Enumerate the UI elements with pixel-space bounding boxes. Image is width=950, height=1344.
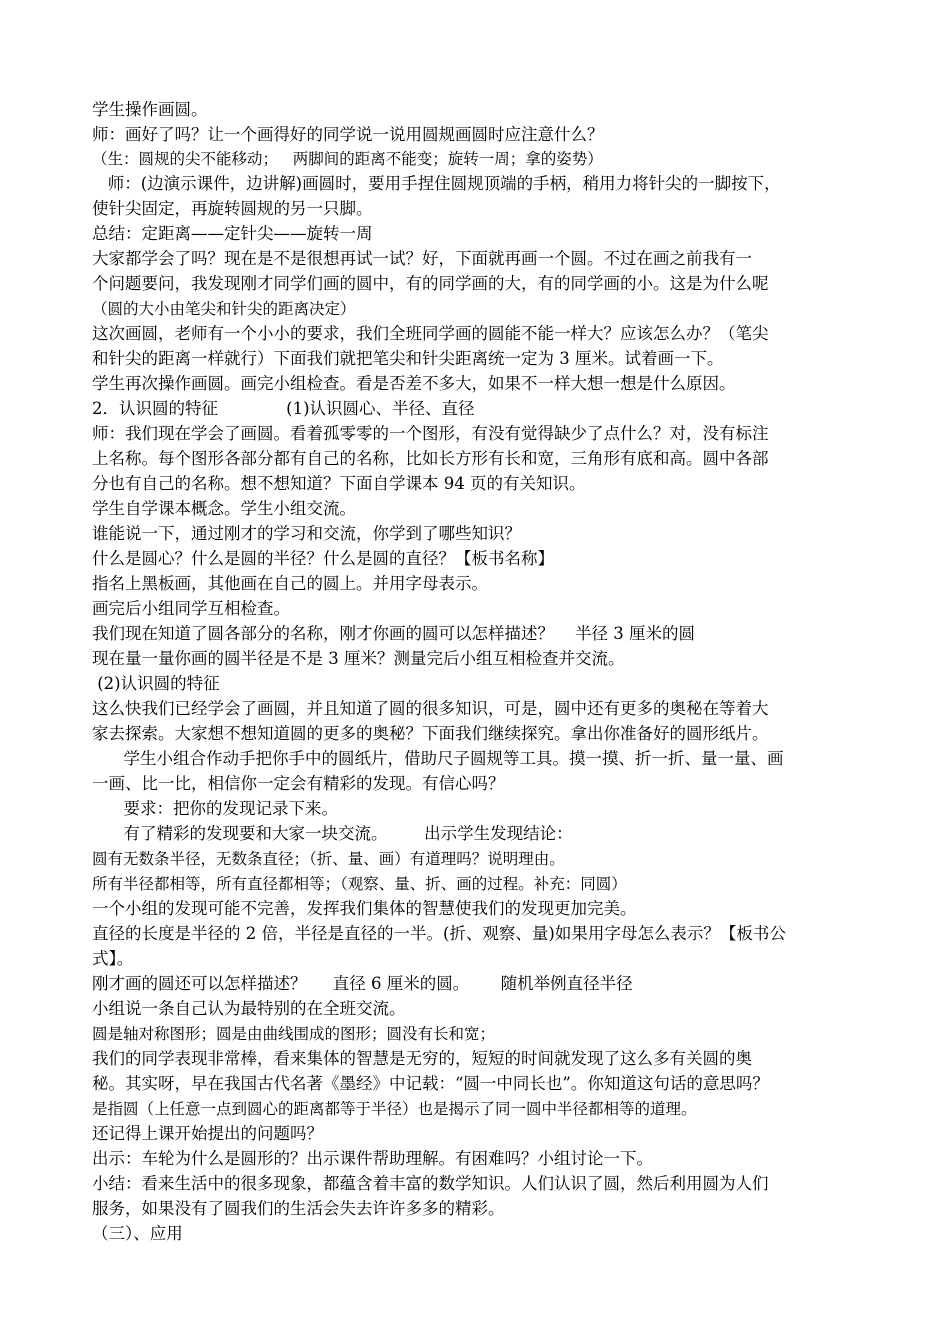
text-line: 秘。其实呀，早在我国古代名著《墨经》中记载：“圆一中同长也”。你知道这句话的意思吗？ [92,1074,769,1093]
text-line: 式】。 [92,949,134,968]
text-line: 小组说一条自己认为最特别的在全班交流。 [92,999,406,1018]
text-line: （圆的大小由笔尖和针尖的距离决定） [92,300,356,318]
text-line: 学生小组合作动手把你手中的圆纸片，借助尺子圆规等工具。摸一摸、折一折、量一量、画 [92,749,784,768]
section-heading: 2．认识圆的特征 (1)认识圆心、半径、直径 [92,399,475,418]
text-line: 我们现在知道了圆各部分的名称，刚才你画的圆可以怎样描述？ 半径 3 厘米的圆 [92,624,695,643]
text-line: 是指圆（上任意一点到圆心的距离都等于半径）也是揭示了同一圆中半径都相等的道理。 [92,1100,697,1118]
text-line: 圆有无数条半径，无数条直径；（折、量、画）有道理吗？说明理由。 [92,850,565,868]
text-line: （生：圆规的尖不能移动； 两脚间的距离不能变；旋转一周；拿的姿势） [92,150,603,168]
text-line: 出示：车轮为什么是圆形的？出示课件帮助理解。有困难吗？小组讨论一下。 [92,1149,653,1168]
section-heading: （三）、应用 [92,1224,183,1243]
text-line: 个问题要问，我发现刚才同学们画的圆中，有的同学画的大，有的同学画的小。这是为什么呢 [92,274,769,293]
text-line: 小结：看来生活中的很多现象，都蕴含着丰富的数学知识。人们认识了圆，然后利用圆为人们 [92,1174,769,1193]
text-line: 使针尖固定，再旋转圆规的另一只脚。 [92,199,373,218]
text-line: 什么是圆心？什么是圆的半径？什么是圆的直径？【板书名称】 [92,549,554,568]
text-line: 一个小组的发现可能不完善，发挥我们集体的智慧使我们的发现更加完美。 [92,899,637,918]
text-line: 家去探索。大家想不想知道圆的更多的奥秘？下面我们继续探究。拿出你准备好的圆形纸片。 [92,724,769,743]
text-line: 谁能说一下，通过刚才的学习和交流，你学到了哪些知识？ [92,524,521,543]
text-line: 分也有自己的名称。想不想知道？下面自学课本 94 页的有关知识。 [92,474,586,493]
text-line: 大家都学会了吗？现在是不是很想再试一试？好，下面就再画一个圆。不过在画之前我有一 [92,249,752,268]
text-line: 圆是轴对称图形；圆是由曲线围成的图形；圆没有长和宽； [92,1025,496,1043]
text-line: 师：我们现在学会了画圆。看着孤零零的一个图形，有没有觉得缺少了点什么？对，没有标注 [92,424,769,443]
text-line: 师：(边演示课件，边讲解)画圆时，要用手捏住圆规顶端的手柄，稍用力将针尖的一脚按下， [92,174,781,193]
text-line: 这次画圆，老师有一个小小的要求，我们全班同学画的圆能不能一样大？应该怎么办？（笔尖 [92,324,769,343]
text-line: 有了精彩的发现要和大家一块交流。 出示学生发现结论： [92,824,573,843]
text-line: 要求：把你的发现记录下来。 [92,799,338,818]
text-line: 直径的长度是半径的 2 倍，半径是直径的一半。(折、观察、量)如果用字母怎么表示？【板书公 [92,924,786,943]
text-line: 我们的同学表现非常棒，看来集体的智慧是无穷的，短短的时间就发现了这么多有关圆的奥 [92,1049,752,1068]
text-line: 学生再次操作画圆。画完小组检查。看是否差不多大，如果不一样大想一想是什么原因。 [92,374,736,393]
section-heading: (2)认识圆的特征 [92,674,220,693]
text-line: 学生自学课本概念。学生小组交流。 [92,499,356,518]
text-line: 一画、比一比，相信你一定会有精彩的发现。有信心吗？ [92,774,505,793]
text-line: 所有半径都相等，所有直径都相等；（观察、量、折、画的过程。补充：同圆） [92,875,627,893]
text-line: 这么快我们已经学会了画圆，并且知道了圆的很多知识，可是，圆中还有更多的奥秘在等着大 [92,699,769,718]
text-line: 刚才画的圆还可以怎样描述？ 直径 6 厘米的圆。 随机举例直径半径 [92,974,633,993]
text-line: 服务，如果没有了圆我们的生活会失去许许多多的精彩。 [92,1199,505,1218]
text-line: 现在量一量你画的圆半径是不是 3 厘米？测量完后小组互相检查并交流。 [92,649,625,668]
text-line: 学生操作画圆。 [92,100,208,119]
text-line: 上名称。每个图形各部分都有自己的名称，比如长方形有长和宽，三角形有底和高。圆中各部 [92,449,769,468]
text-line: 画完后小组同学互相检查。 [92,599,290,618]
text-line: 总结：定距离——定针尖——旋转一周 [92,224,373,243]
text-line: 师：画好了吗？让一个画得好的同学说一说用圆规画圆时应注意什么？ [92,125,604,144]
text-line: 指名上黑板画，其他画在自己的圆上。并用字母表示。 [92,574,488,593]
text-line: 和针尖的距离一样就行）下面我们就把笔尖和针尖距离统一定为 3 厘米。试着画一下。 [92,349,724,368]
text-line: 还记得上课开始提出的问题吗？ [92,1124,323,1143]
